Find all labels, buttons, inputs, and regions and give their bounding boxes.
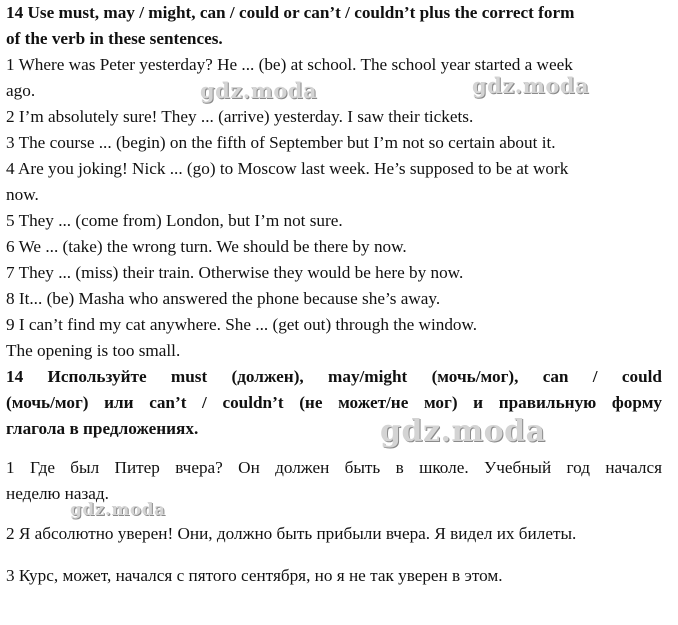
sentence-4-line2: now.	[6, 185, 39, 204]
answer-1-line2: неделю назад.	[6, 484, 109, 503]
sentence-2: 2 I’m absolutely sure! They ... (arrive) yesterday. I saw their tickets.	[6, 107, 474, 126]
answer-3: 3 Курс, может, начался с пятого сентября, но я не так уверен в этом.	[6, 566, 503, 585]
sentence-8: 8 It... (be) Masha who answered the phone because she’s away.	[6, 289, 441, 308]
watermark-logo: gdz.moda	[200, 78, 318, 103]
sentence-9-line1: 9 I can’t find my cat anywhere. She ... (get out) through the window.	[6, 315, 478, 334]
sentence-7: 7 They ... (miss) their train. Otherwise they would be here by now.	[6, 263, 464, 282]
sentence-1-line2: ago.	[6, 81, 36, 100]
task-title-ru-line3: глагола в предложениях.	[6, 419, 199, 438]
sentence-1-line1: 1 Where was Peter yesterday? He ... (be) at school. The school year started a week	[6, 55, 573, 74]
watermark-logo: gdz.moda	[472, 73, 590, 98]
sentence-4-line1: 4 Are you joking! Nick ... (go) to Moscow last week. He’s supposed to be at work	[6, 159, 569, 178]
answer-1-line1: 1 Где был Питер вчера? Он должен быть в школе. Учебный год начался	[6, 458, 662, 477]
sentence-6: 6 We ... (take) the wrong turn. We should be there by now.	[6, 237, 407, 256]
task-title-en-line1: 14 Use must, may / might, can / could or can’t / couldn’t plus the correct form	[6, 3, 575, 22]
sentence-5: 5 They ... (come from) London, but I’m not sure.	[6, 211, 343, 230]
answer-2: 2 Я абсолютно уверен! Они, должно быть прибыли вчера. Я видел их билеты.	[6, 524, 577, 543]
task-title-en-line2: of the verb in these sentences.	[6, 29, 223, 48]
watermark-logo: gdz.moda	[380, 414, 546, 449]
task-title-ru-line2: (мочь/мог) или can’t / couldn’t (не может/не мог) и правильную форму	[6, 393, 662, 412]
watermark-logo: gdz.moda	[70, 500, 166, 520]
sentence-9-line2: The opening is too small.	[6, 341, 181, 360]
sentence-3: 3 The course ... (begin) on the fifth of September but I’m not so certain about it.	[6, 133, 556, 152]
task-title-ru-line1: 14 Используйте must (должен), may/might (мочь/мог), can / could	[6, 367, 662, 386]
